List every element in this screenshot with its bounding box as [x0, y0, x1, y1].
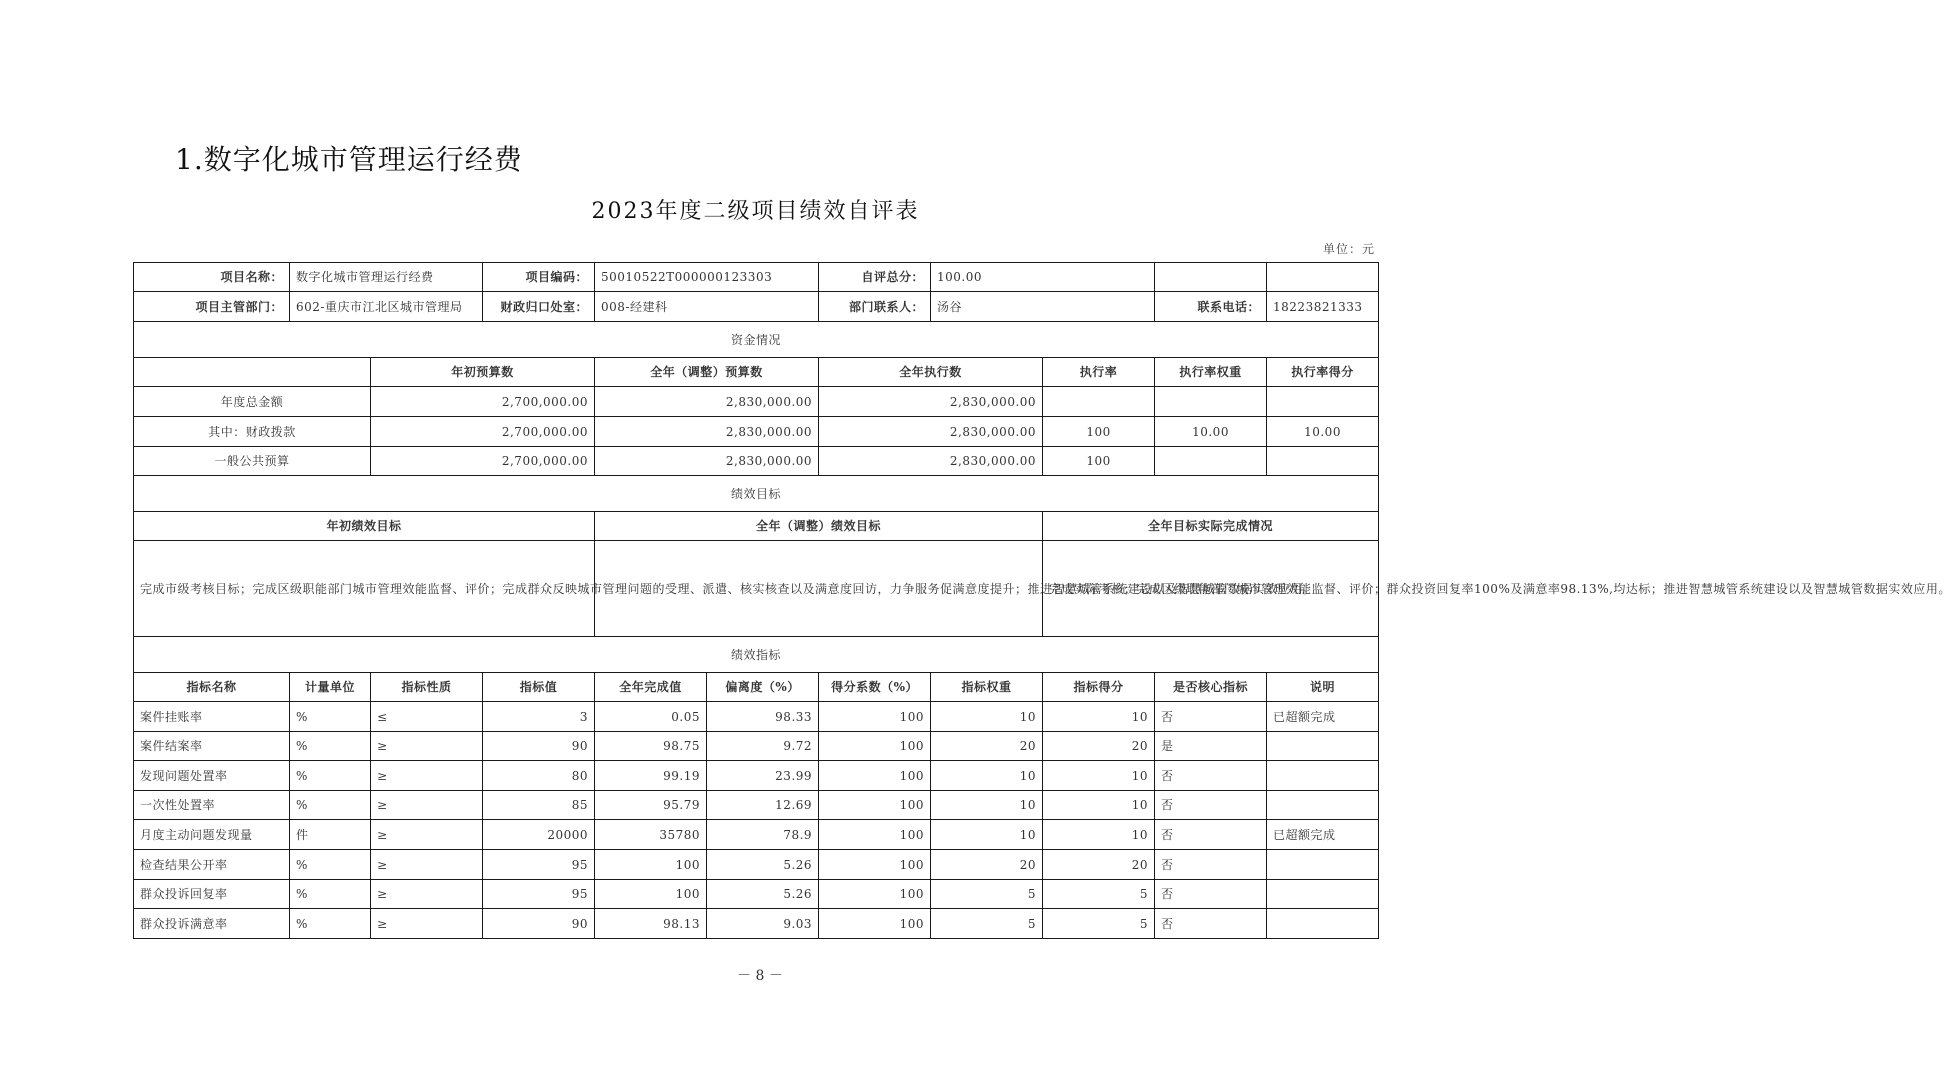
- indicator-score: 10: [1043, 820, 1155, 850]
- indicator-unit: %: [290, 732, 371, 761]
- finance-office-label: 财政归口处室：: [483, 292, 595, 322]
- funds-initial: 2,700,000.00: [371, 387, 595, 417]
- funds-header-rate-weight: 执行率权重: [1155, 358, 1267, 387]
- goals-section-row: [134, 476, 1379, 512]
- indicator-note: [1267, 880, 1379, 909]
- indicator-deviation: 9.72: [707, 732, 819, 761]
- project-name-label: 项目名称：: [134, 263, 290, 292]
- indicator-nature: ≥: [371, 761, 483, 791]
- indicator-nature: ≥: [371, 909, 483, 939]
- funds-rate-weight: [1155, 447, 1267, 476]
- indicator-name: 群众投诉满意率: [134, 909, 290, 939]
- indicator-note: 已超额完成: [1267, 820, 1379, 850]
- indicator-core: 否: [1155, 761, 1267, 791]
- indicator-deviation: 23.99: [707, 761, 819, 791]
- dept-value: 602-重庆市江北区城市管理局: [290, 292, 483, 322]
- indicator-core: 否: [1155, 850, 1267, 880]
- funds-initial: 2,700,000.00: [371, 417, 595, 447]
- indicator-actual: 100: [595, 880, 707, 909]
- indicator-core: 否: [1155, 820, 1267, 850]
- indicator-target: 3: [483, 702, 595, 732]
- indicator-name: 一次性处置率: [134, 791, 290, 820]
- indicator-row: [134, 761, 1379, 791]
- indicator-header-target: 指标值: [483, 673, 595, 702]
- funds-section-row: [134, 322, 1379, 358]
- indicator-target: 85: [483, 791, 595, 820]
- indicator-target: 80: [483, 761, 595, 791]
- indicator-coefficient: 100: [819, 880, 931, 909]
- indicator-nature: ≥: [371, 880, 483, 909]
- funds-rate-score: [1267, 387, 1379, 417]
- indicator-coefficient: 100: [819, 761, 931, 791]
- funds-header-initial: 年初预算数: [371, 358, 595, 387]
- finance-office-value: 008-经建科: [595, 292, 819, 322]
- funds-row-name: 一般公共预算: [134, 447, 371, 476]
- indicator-score: 5: [1043, 880, 1155, 909]
- indicator-weight: 10: [931, 820, 1043, 850]
- self-score-value: 100.00: [931, 263, 1155, 292]
- indicator-name: 案件挂账率: [134, 702, 290, 732]
- indicator-actual: 0.05: [595, 702, 707, 732]
- indicator-actual: 98.75: [595, 732, 707, 761]
- indicator-nature: ≤: [371, 702, 483, 732]
- indicator-header-nature: 指标性质: [371, 673, 483, 702]
- indicator-score: 20: [1043, 850, 1155, 880]
- project-name-value: 数字化城市管理运行经费: [290, 263, 483, 292]
- goals-actual-text: 完成实际考核；完成区级职能部门城市管理效能监督、评价；群众投资回复率100%及满意率98.13%,均达标；推进智慧城管系统建设以及智慧城管数据实效应用。: [1043, 541, 1379, 637]
- indicator-coefficient: 100: [819, 702, 931, 732]
- indicator-coefficient: 100: [819, 909, 931, 939]
- phone-label: 联系电话：: [1155, 292, 1267, 322]
- funds-row-fiscal: [134, 417, 1379, 447]
- indicator-score: 10: [1043, 702, 1155, 732]
- indicator-note: [1267, 850, 1379, 880]
- indicator-header-score: 指标得分: [1043, 673, 1155, 702]
- funds-header-executed: 全年执行数: [819, 358, 1043, 387]
- indicator-core: 否: [1155, 702, 1267, 732]
- indicator-actual: 98.13: [595, 909, 707, 939]
- funds-adjusted: 2,830,000.00: [595, 447, 819, 476]
- indicator-target: 90: [483, 909, 595, 939]
- indicator-row: [134, 702, 1379, 732]
- indicator-weight: 10: [931, 702, 1043, 732]
- indicator-deviation: 98.33: [707, 702, 819, 732]
- funds-rate-weight: 10.00: [1155, 417, 1267, 447]
- indicator-unit: %: [290, 850, 371, 880]
- indicator-core: 否: [1155, 791, 1267, 820]
- indicator-header-coefficient: 得分系数（%）: [819, 673, 931, 702]
- goals-section-title: 绩效目标: [134, 476, 1379, 512]
- goals-header-initial: 年初绩效目标: [134, 512, 595, 541]
- table-title: 2023年度二级项目绩效自评表: [591, 199, 920, 224]
- indicator-target: 20000: [483, 820, 595, 850]
- funds-rate: [1043, 387, 1155, 417]
- funds-header-rate-score: 执行率得分: [1267, 358, 1379, 387]
- funds-header-blank: [134, 358, 371, 387]
- funds-header-rate: 执行率: [1043, 358, 1155, 387]
- goals-header-row: [134, 512, 1379, 541]
- indicator-weight: 20: [931, 850, 1043, 880]
- indicator-weight: 10: [931, 761, 1043, 791]
- indicator-actual: 100: [595, 850, 707, 880]
- indicator-note: [1267, 761, 1379, 791]
- indicator-note: 已超额完成: [1267, 702, 1379, 732]
- indicator-header-actual: 全年完成值: [595, 673, 707, 702]
- self-score-label: 自评总分：: [819, 263, 931, 292]
- indicator-deviation: 5.26: [707, 880, 819, 909]
- indicator-coefficient: 100: [819, 732, 931, 761]
- page-number: － 8 －: [737, 968, 783, 984]
- indicator-unit: %: [290, 909, 371, 939]
- indicator-header-deviation: 偏离度（%）: [707, 673, 819, 702]
- info-row-1: [134, 263, 1379, 292]
- indicator-header-name: 指标名称: [134, 673, 290, 702]
- indicator-core: 是: [1155, 732, 1267, 761]
- performance-evaluation-table: [133, 262, 1951, 939]
- phone-value: 18223821333: [1267, 292, 1379, 322]
- goals-initial-text: 完成市级考核目标；完成区级职能部门城市管理效能监督、评价；完成群众反映城市管理问题的受理、派遣、核实核查以及满意度回访，力争服务促满意度提升；推进智慧城管系统建设以及智慧城管数据实效应用。: [134, 541, 595, 637]
- indicator-target: 90: [483, 732, 595, 761]
- indicator-unit: %: [290, 702, 371, 732]
- indicator-row: [134, 909, 1379, 939]
- funds-executed: 2,830,000.00: [819, 447, 1043, 476]
- indicator-weight: 5: [931, 909, 1043, 939]
- funds-row-name: 年度总金额: [134, 387, 371, 417]
- indicator-name: 群众投诉回复率: [134, 880, 290, 909]
- funds-rate-weight: [1155, 387, 1267, 417]
- indicator-row: [134, 732, 1379, 761]
- indicator-name: 发现问题处置率: [134, 761, 290, 791]
- indicator-nature: ≥: [371, 732, 483, 761]
- indicator-coefficient: 100: [819, 850, 931, 880]
- indicator-weight: 20: [931, 732, 1043, 761]
- indicator-unit: 件: [290, 820, 371, 850]
- funds-adjusted: 2,830,000.00: [595, 387, 819, 417]
- contact-label: 部门联系人：: [819, 292, 931, 322]
- indicator-core: 否: [1155, 909, 1267, 939]
- indicator-score: 10: [1043, 791, 1155, 820]
- goals-content-row: [134, 541, 1379, 637]
- funds-row-general: [134, 447, 1379, 476]
- indicator-weight: 10: [931, 791, 1043, 820]
- indicator-row: [134, 880, 1379, 909]
- funds-executed: 2,830,000.00: [819, 387, 1043, 417]
- empty-cell: [1155, 263, 1267, 292]
- goals-header-actual: 全年目标实际完成情况: [1043, 512, 1379, 541]
- indicator-unit: %: [290, 761, 371, 791]
- indicator-unit: %: [290, 880, 371, 909]
- funds-initial: 2,700,000.00: [371, 447, 595, 476]
- funds-section-title: 资金情况: [134, 322, 1379, 358]
- indicator-name: 检查结果公开率: [134, 850, 290, 880]
- indicator-score: 5: [1043, 909, 1155, 939]
- indicator-header-weight: 指标权重: [931, 673, 1043, 702]
- section-heading: 1.数字化城市管理运行经费: [175, 143, 523, 176]
- indicator-row: [134, 791, 1379, 820]
- indicator-nature: ≥: [371, 850, 483, 880]
- funds-rate-score: [1267, 447, 1379, 476]
- goals-header-adjusted: 全年（调整）绩效目标: [595, 512, 1043, 541]
- indicator-score: 20: [1043, 732, 1155, 761]
- indicator-nature: ≥: [371, 791, 483, 820]
- indicator-header-core: 是否核心指标: [1155, 673, 1267, 702]
- funds-rate: 100: [1043, 447, 1155, 476]
- indicator-deviation: 78.9: [707, 820, 819, 850]
- funds-executed: 2,830,000.00: [819, 417, 1043, 447]
- indicator-header-unit: 计量单位: [290, 673, 371, 702]
- funds-row-name: 其中：财政拨款: [134, 417, 371, 447]
- indicator-coefficient: 100: [819, 791, 931, 820]
- project-code-value: 50010522T000000123303: [595, 263, 819, 292]
- indicator-actual: 35780: [595, 820, 707, 850]
- indicator-unit: %: [290, 791, 371, 820]
- indicator-actual: 99.19: [595, 761, 707, 791]
- funds-header-row: [134, 358, 1379, 387]
- funds-rate: 100: [1043, 417, 1155, 447]
- indicator-target: 95: [483, 850, 595, 880]
- indicator-score: 10: [1043, 761, 1155, 791]
- dept-label: 项目主管部门：: [134, 292, 290, 322]
- indicators-header-row: [134, 673, 1379, 702]
- indicator-note: [1267, 732, 1379, 761]
- funds-adjusted: 2,830,000.00: [595, 417, 819, 447]
- funds-rate-score: 10.00: [1267, 417, 1379, 447]
- indicator-coefficient: 100: [819, 820, 931, 850]
- funds-header-adjusted: 全年（调整）预算数: [595, 358, 819, 387]
- indicator-row: [134, 820, 1379, 850]
- indicators-section-title: 绩效指标: [134, 637, 1379, 673]
- empty-cell: [1267, 263, 1379, 292]
- indicator-name: 月度主动问题发现量: [134, 820, 290, 850]
- funds-row-total: [134, 387, 1379, 417]
- contact-value: 汤谷: [931, 292, 1155, 322]
- indicator-deviation: 12.69: [707, 791, 819, 820]
- indicator-row: [134, 850, 1379, 880]
- indicator-core: 否: [1155, 880, 1267, 909]
- indicator-weight: 5: [931, 880, 1043, 909]
- indicators-section-row: [134, 637, 1379, 673]
- indicator-actual: 95.79: [595, 791, 707, 820]
- indicator-target: 95: [483, 880, 595, 909]
- indicator-name: 案件结案率: [134, 732, 290, 761]
- indicator-header-note: 说明: [1267, 673, 1379, 702]
- indicator-deviation: 5.26: [707, 850, 819, 880]
- indicator-note: [1267, 909, 1379, 939]
- currency-unit: 单位：元: [1322, 242, 1375, 256]
- info-row-2: [134, 292, 1379, 322]
- indicator-note: [1267, 791, 1379, 820]
- indicator-nature: ≥: [371, 820, 483, 850]
- project-code-label: 项目编码：: [483, 263, 595, 292]
- indicator-deviation: 9.03: [707, 909, 819, 939]
